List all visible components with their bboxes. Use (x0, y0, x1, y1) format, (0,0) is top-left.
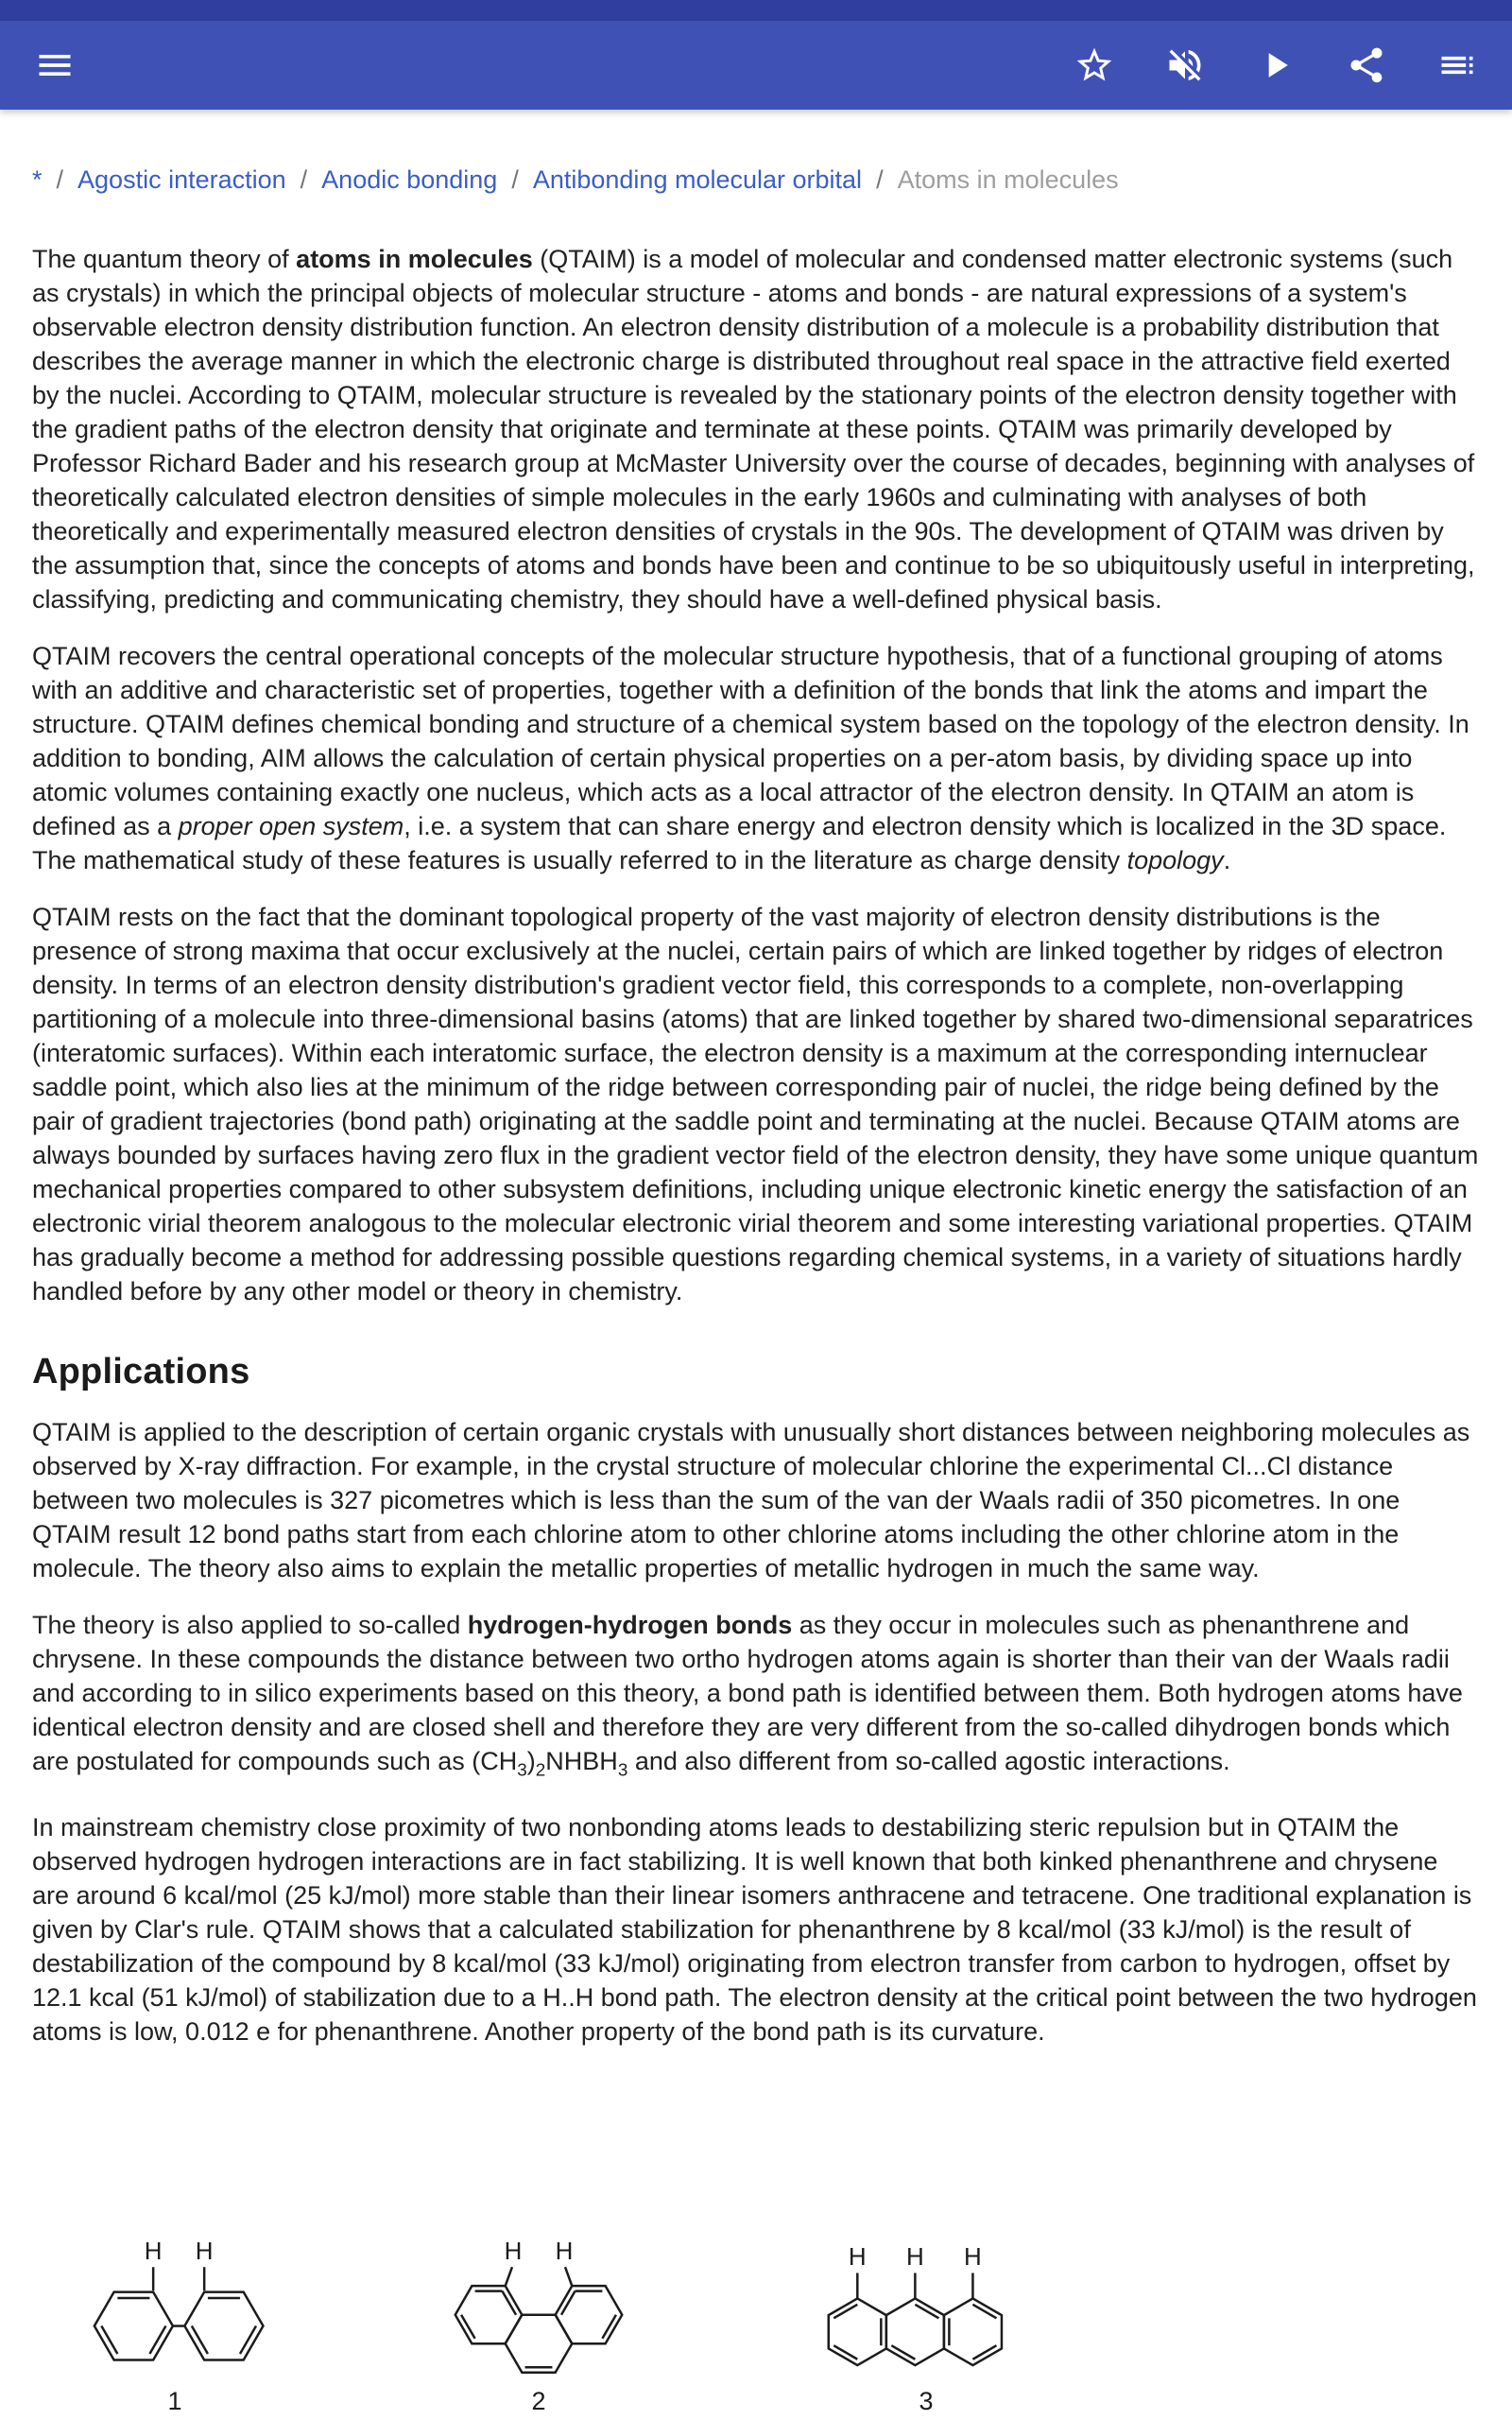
breadcrumb-separator: / (511, 165, 519, 194)
breadcrumb-separator: / (876, 165, 884, 194)
paragraph: QTAIM rests on the fact that the dominant topological property of the vast majority of electron density distributions is the presence of strong maxima that occur exclusively at the nuclei, certain pairs of which are linked together by ridges of electron density. In terms of an electron density distribution's gradient vector field, this corresponds to a complete, non-overlapping partitioning of a molecule into three-dimensional basins (atoms) that are linked together by shared two-dimensional separatrices (interatomic surfaces). Within each interatomic surface, the electron density is a maximum at the corresponding internuclear saddle point, which also lies at the minimum of the ridge between corresponding pair of nuclei, the ridge being defined by the pair of gradient trajectories (bond path) originating at the saddle point and terminating at the nuclei. Because QTAIM atoms are always bounded by surfaces having zero flux in the gradient vector field of the electron density, they have some unique quantum mechanical properties compared to other subsystem definitions, including unique electronic kinetic energy the satisfaction of an electronic virial theorem analogous to the molecular electronic virial theorem and some interesting variational properties. QTAIM has gradually become a method for addressing possible questions regarding chemical systems, in a variety of situations hardly handled before by any other model or theory in chemistry. (32, 903, 1479, 1305)
breadcrumb-item[interactable]: Antibonding molecular orbital (532, 165, 863, 194)
hydrogen-label: H (905, 2242, 924, 2272)
hydrogen-label: H (848, 2242, 867, 2272)
paragraph: The quantum theory of atoms in molecules (QTAIM) is a model of molecular and condensed matter electronic systems (such as crystals) in which the principal objects of molecular structure - atoms and bonds - are natural expressions of a system's observable electron density distribution function. An electron density distribution of a molecule is a probability distribution that describes the average manner in which the electronic charge is distributed throughout real space in the attractive field exerted by the nuclei. According to QTAIM, molecular structure is revealed by the stationary points of the electron density together with the gradient paths of the electron density that originate and terminate at these points. QTAIM was primarily developed by Professor Richard Bader and his research group at McMaster University over the course of decades, beginning with analyses of theoretically calculated electron densities of simple molecules in the early 1960s and culminating with analyses of both theoretically and experimentally measured electron densities of crystals in the 90s. The development of QTAIM was driven by the assumption that, since the concepts of atoms and bonds have been and continue to be so ubiquitously useful in interpreting, classifying, predicting and communicating chemistry, they should have a well-defined physical basis. (32, 245, 1475, 614)
share-button[interactable] (1346, 44, 1387, 86)
breadcrumb (32, 163, 1480, 197)
toc-icon (1436, 44, 1478, 86)
mute-button[interactable] (1164, 44, 1206, 86)
hydrogen-label: H (504, 2236, 523, 2265)
hydrogen-label: H (195, 2236, 214, 2265)
breadcrumb-item[interactable]: Anodic bonding (321, 165, 498, 194)
hydrogen-label: H (964, 2242, 982, 2272)
hydrogen-label: H (555, 2236, 574, 2265)
figure-number: 3 (919, 2387, 934, 2415)
breadcrumb-item[interactable]: * (32, 165, 43, 194)
molecule-figure-biphenyl (47, 2216, 302, 2416)
section-heading: Applications (32, 1352, 250, 1392)
biphenyl-structure-drawing (47, 2216, 302, 2383)
paragraph: QTAIM is applied to the description of certain organic crystals with unusually short distances between neighboring molecules as observed by X-ray diffraction. For example, in the crystal structure of molecular chlorine the experimental Cl...Cl distance between two molecules is 327 picometres which is less than the sum of the van der Waals radii of 350 picometres. In one QTAIM result 12 bond paths start from each chlorine atom to other chlorine atoms including the other chlorine atom in the molecule. The theory also aims to explain the metallic properties of metallic hydrogen in much the same way. (32, 1418, 1470, 1582)
paragraph: The theory is also applied to so-called hydrogen-hydrogen bonds as they occur in molecules such as phenanthrene and chrysene. In these compounds the distance between two ortho hydrogen atoms again is shorter than their van der Waals radii and according to in silico experiments based on this theory, a bond path is identified between them. Both hydrogen atoms have identical electron density and are closed shell and therefore they are very different from the so-called dihydrogen bonds which are postulated for compounds such as $(CH_3)_2NHBH_3$ and also different from so-called agostic interactions. (32, 1611, 1463, 1781)
play-button[interactable] (1255, 44, 1297, 86)
article (32, 242, 1480, 2048)
breadcrumb-separator: / (300, 165, 308, 194)
figure-row (0, 2216, 1512, 2416)
contents-button[interactable] (1436, 44, 1478, 86)
figure-number: 2 (531, 2387, 546, 2415)
play-icon (1255, 44, 1297, 86)
share-icon (1346, 44, 1387, 86)
breadcrumb-item: Atoms in molecules (897, 165, 1119, 194)
figure-number: 1 (167, 2387, 182, 2415)
status-bar (0, 0, 1512, 21)
paragraph: QTAIM recovers the central operational concepts of the molecular structure hypothesis, that of a functional grouping of atoms with an additive and characteristic set of properties, together with a definition of the bonds that link the atoms and impart the structure. QTAIM defines chemical bonding and structure of a chemical system based on the topology of the electron density. In addition to bonding, AIM allows the calculation of certain physical properties on a per-atom basis, by dividing space up into atomic volumes containing exactly one nucleus, which acts as a local attractor of the electron density. In QTAIM an atom is defined as a proper open system, i.e. a system that can share energy and electron density which is localized in the 3D space. The mathematical study of these features is usually referred to in the literature as charge density topology. (32, 642, 1469, 874)
app-bar (0, 21, 1512, 110)
paragraph: In mainstream chemistry close proximity of two nonbonding atoms leads to destabilizing steric repulsion but in QTAIM the observed hydrogen hydrogen interactions are in fact stabilizing. It is well known that both kinked phenanthrene and chrysene are around 6 kcal/mol (25 kJ/mol) more stable than their linear isomers anthracene and tetracene. One traditional explanation is given by Clar's rule. QTAIM shows that a calculated stabilization for phenanthrene by 8 kcal/mol (33 kJ/mol) is the result of destabilization of the compound by 8 kcal/mol (33 kJ/mol) originating from electron transfer from carbon to hydrogen, offset by 12.1 kcal (51 kJ/mol) of stabilization due to a H..H bond path. The electron density at the critical point between the two hydrogen atoms is low, 0.012 e for phenanthrene. Another property of the bond path is its curvature. (32, 1813, 1477, 2047)
molecule-figure-phenanthrene (411, 2216, 666, 2416)
article-scroll-area[interactable] (0, 163, 1512, 2048)
breadcrumb-item[interactable]: Agostic interaction (77, 165, 286, 194)
hydrogen-label: H (144, 2236, 163, 2265)
anthracene-structure-drawing (799, 2216, 1054, 2383)
breadcrumb-separator: / (56, 165, 64, 194)
app-bar-actions (1074, 44, 1478, 86)
menu-icon (34, 44, 76, 86)
phenanthrene-structure-drawing (411, 2216, 666, 2383)
molecule-figure-anthracene (799, 2216, 1054, 2416)
volume-off-icon (1164, 44, 1206, 86)
star-outline-icon (1074, 44, 1115, 86)
menu-button[interactable] (34, 44, 76, 86)
favorite-button[interactable] (1074, 44, 1115, 86)
